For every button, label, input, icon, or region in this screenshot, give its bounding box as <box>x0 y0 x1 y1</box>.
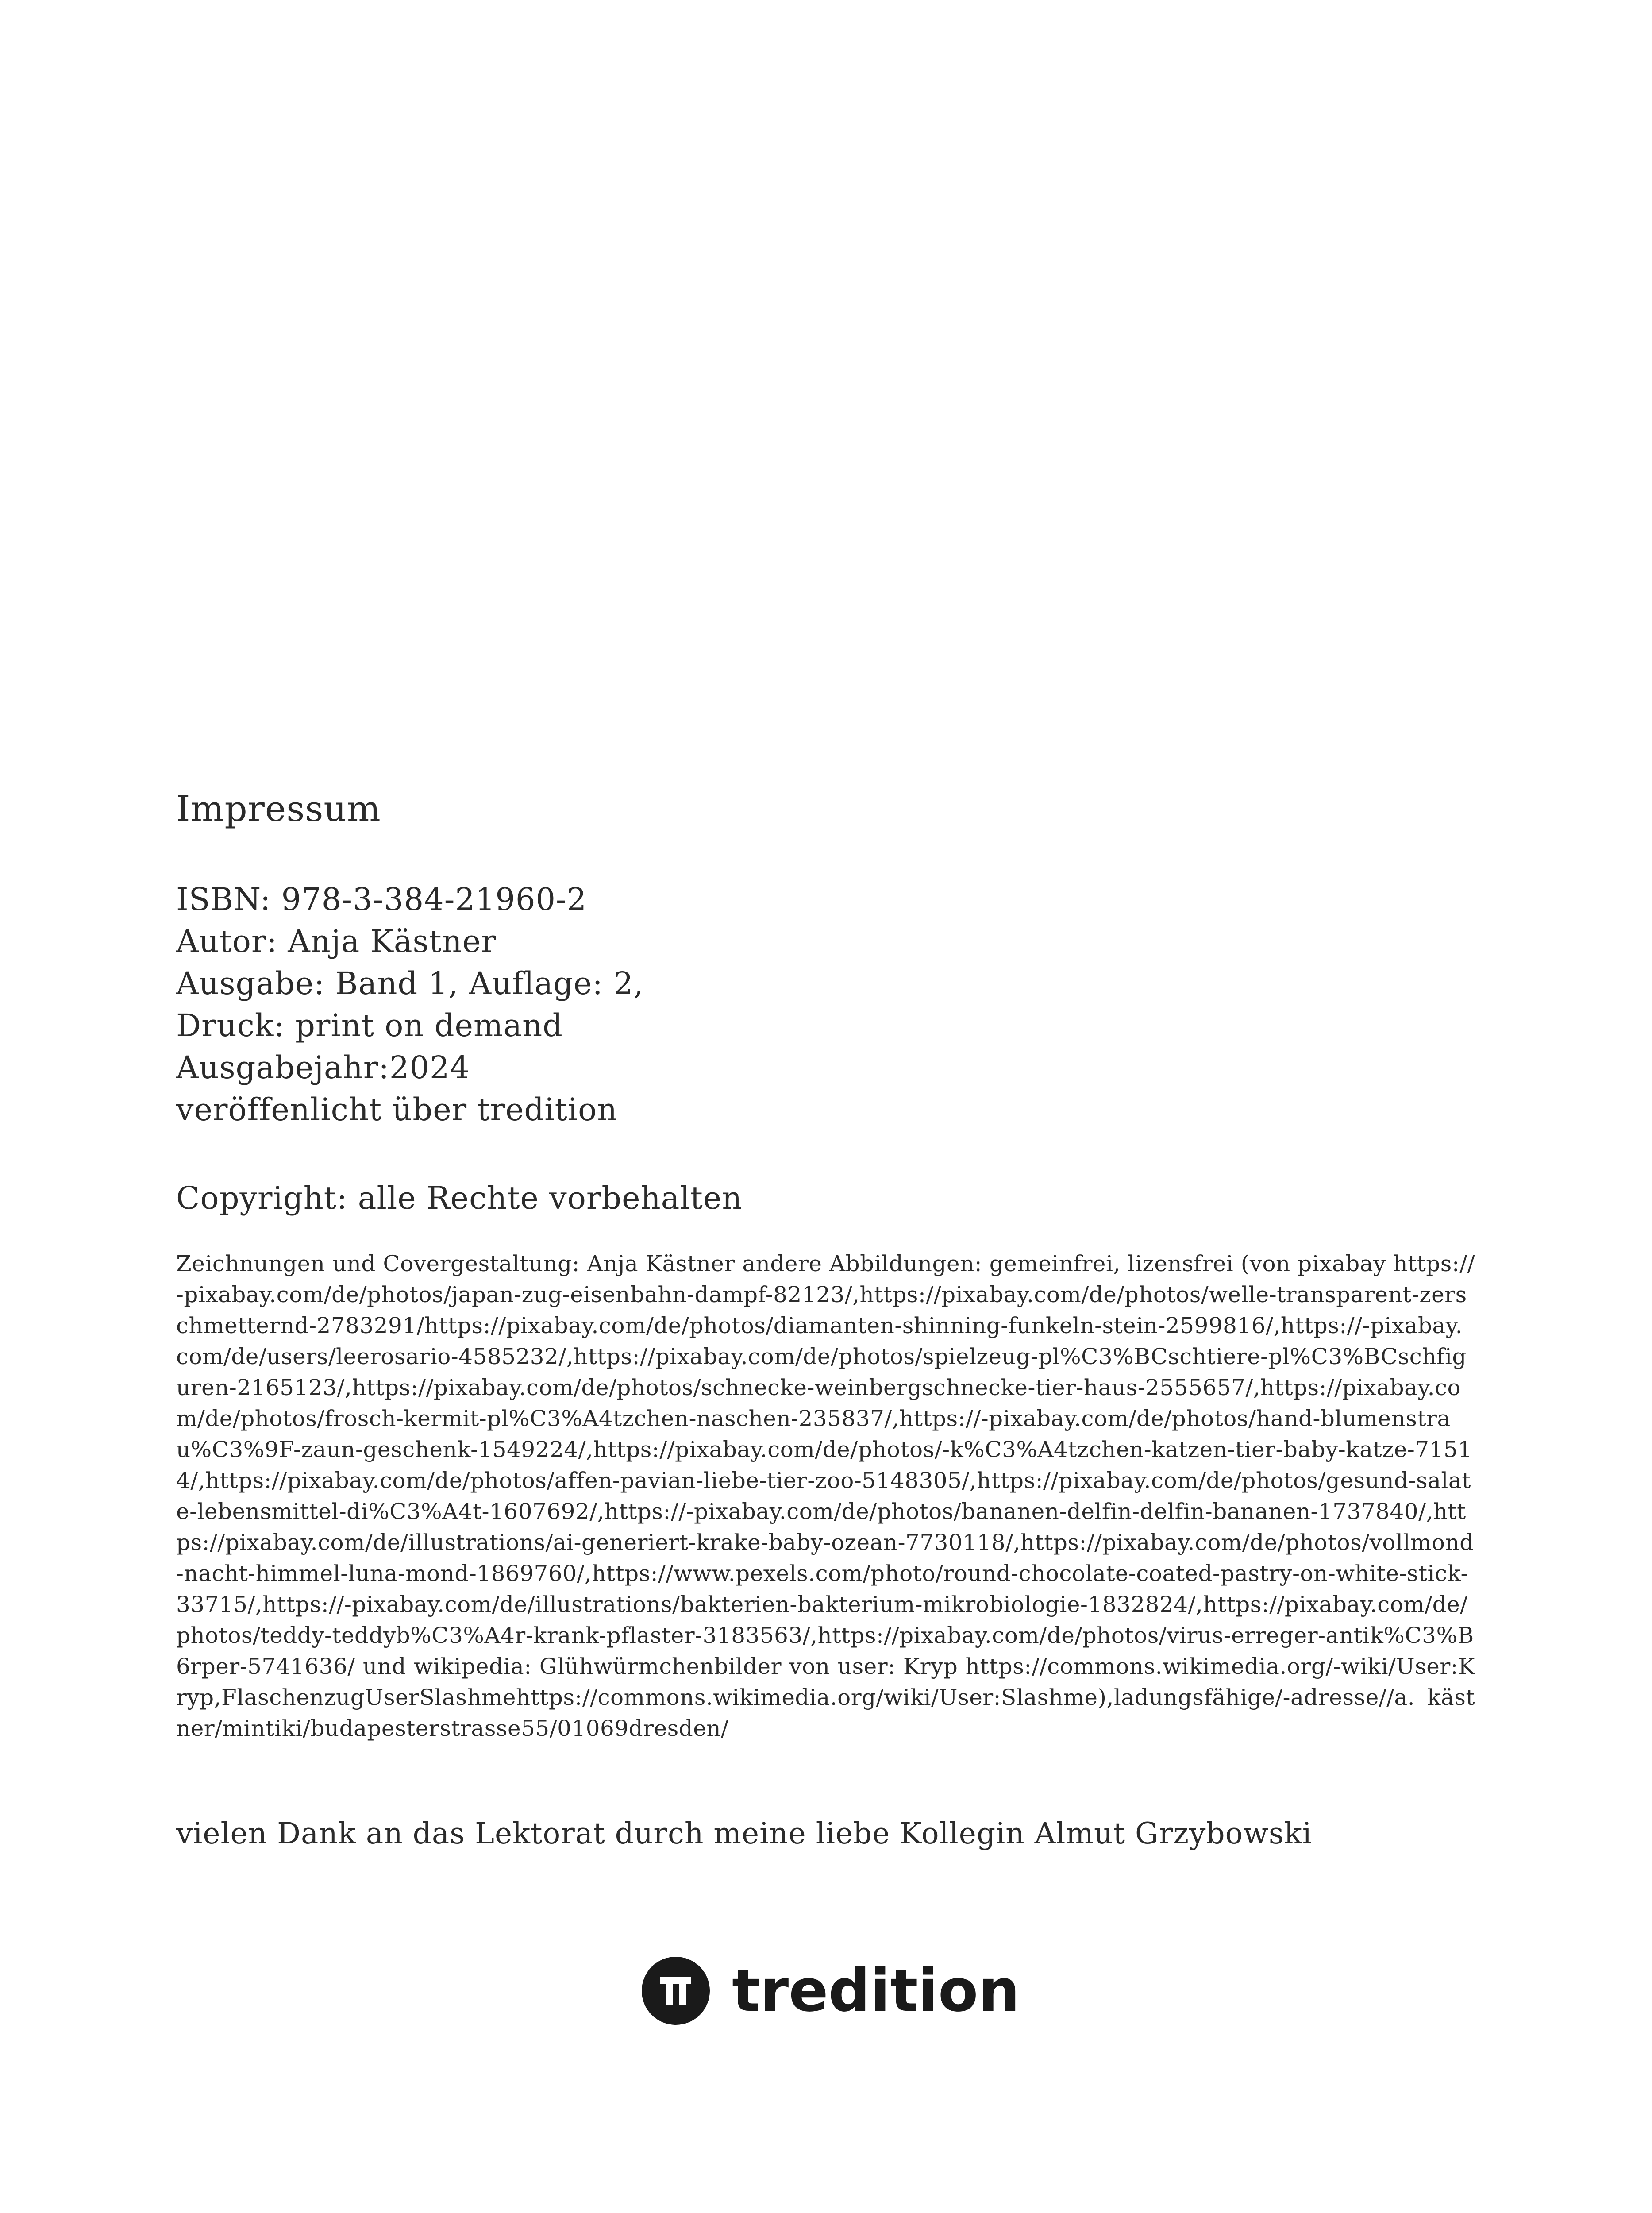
tredition-logo-icon <box>642 1957 710 2025</box>
publication-details <box>176 879 644 1131</box>
tredition-logo <box>642 1955 1020 2026</box>
author-line: Autor: Anja Kästner <box>176 923 497 960</box>
page-title: Impressum <box>176 788 381 829</box>
tredition-wordmark: tredition <box>732 1957 1020 2025</box>
acknowledgement: vielen Dank an das Lektorat durch meine liebe Kollegin Almut Grzybowski <box>176 1816 1312 1851</box>
print-line: Druck: print on demand <box>176 1007 563 1044</box>
year-line: Ausgabejahr:2024 <box>176 1049 470 1086</box>
publisher-line: veröffenlicht über tredition <box>176 1091 618 1128</box>
image-credits: Zeichnungen und Covergestaltung: Anja Kästner andere Abbildungen: gemeinfrei, lizensfrei (von pixabay https://-pixabay.com/de/photos/japan-zug-eisenbahn-dampf-82123/,https://pixabay.com/de/photos/welle-transparent-zerschmetternd-2783291/https://pixabay.com/de/photos/diamanten-shinning-funkeln-stein-2599816/,https://-pixabay.com/de/users/leerosario-4585232/,https://pixabay.com/de/photos/spielzeug-pl%C3%BCschtiere-pl%C3%BCschfiguren-2165123/,https://pixabay.com/de/photos/schnecke-weinbergschnecke-tier-haus-2555657/,https://pixabay.com/de/photos/frosch-kermit-pl%C3%A4tzchen-naschen-235837/,https://-pixabay.com/de/photos/hand-blumenstrau%C3%9F-zaun-geschenk-1549224/,https://pixabay.com/de/photos/-k%C3%A4tzchen-katzen-tier-baby-katze-71514/,https://pixabay.com/de/photos/affen-pavian-liebe-tier-zoo-5148305/,https://pixabay.com/de/photos/gesund-salate-lebensmittel-di%C3%A4t-1607692/,https://-pixabay.com/de/photos/bananen-delfin-delfin-bananen-1737840/,https://pixabay.com/de/illustrations/ai-generiert-krake-baby-ozean-7730118/,https://pixabay.com/de/photos/vollmond-nacht-himmel-luna-mond-1869760/,https://www.pexels.com/photo/round-chocolate-coated-pastry-on-white-stick-33715/,https://-pixabay.com/de/illustrations/bakterien-bakterium-mikrobiologie-1832824/,https://pixabay.com/de/photos/teddy-teddyb%C3%A4r-krank-pflaster-3183563/,https://pixabay.com/de/photos/virus-erreger-antik%C3%B6rper-5741636/ und wikipedia: Glühwürmchenbilder von user: Kryp https://commons.wikimedia.org/-wiki/User:Kryp,FlaschenzugUserSlashmehttps://commons.wikimedia.org/wiki/User:Slashme),ladungsfähige/-adresse//a. kästner/mintiki/budapesterstrasse55/01069dresden/ <box>176 1251 1475 1741</box>
copyright-notice: Copyright: alle Rechte vorbehalten <box>176 1180 743 1216</box>
edition-line: Ausgabe: Band 1, Auflage: 2, <box>176 965 644 1002</box>
isbn-line: ISBN: 978-3-384-21960-2 <box>176 881 587 918</box>
